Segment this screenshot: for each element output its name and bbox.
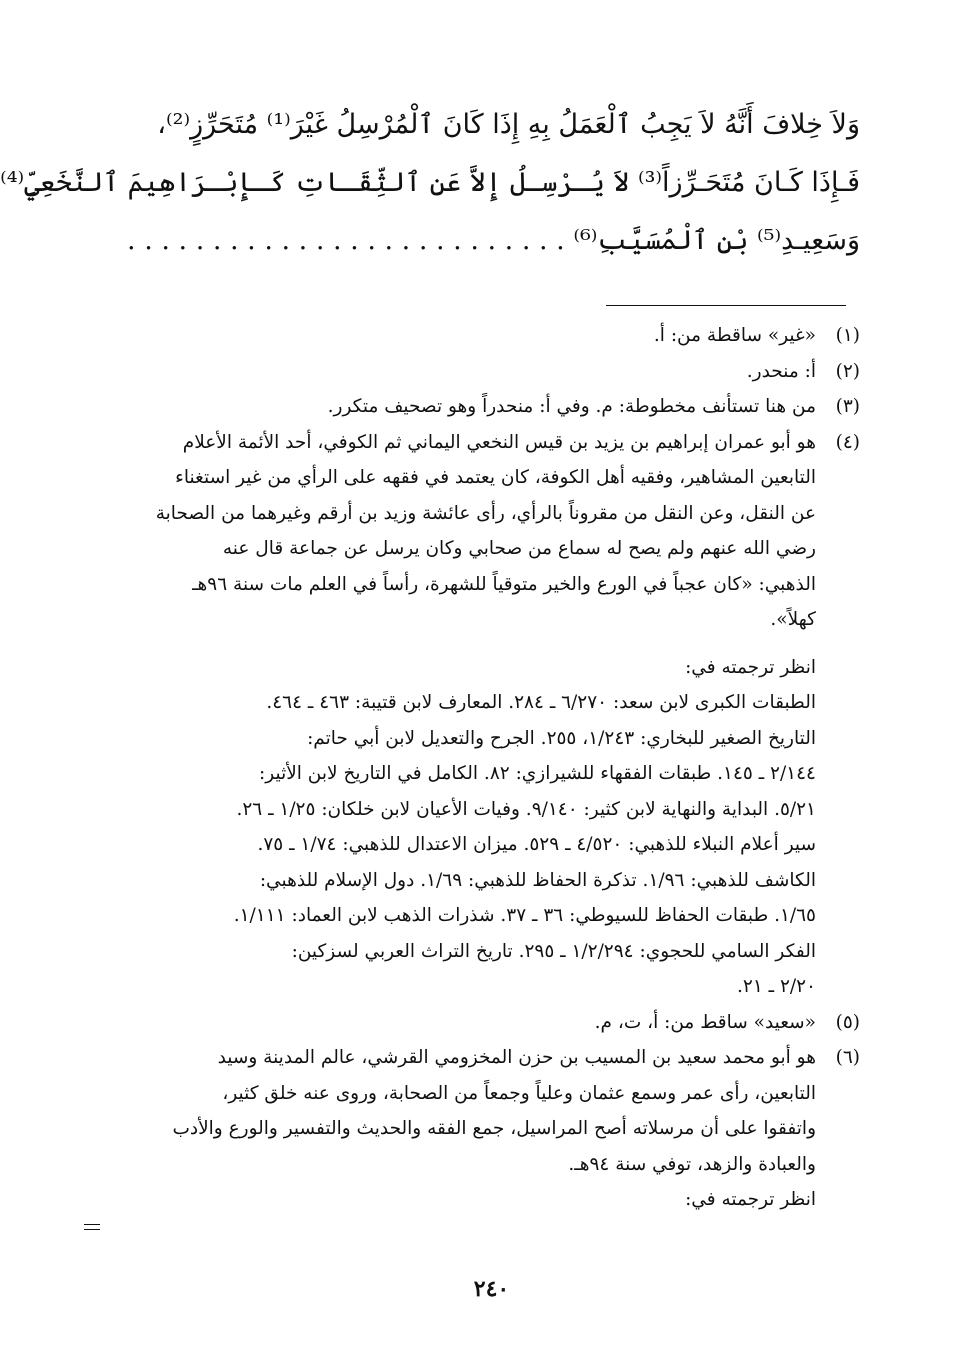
footnote-2 bbox=[112, 354, 860, 390]
references-block bbox=[112, 650, 816, 1005]
footnote-line: الذهبي: «كان عجباً في الورع والخير متوقياً للشهرة، رأساً في العلم مات سنة ٩٦هـ bbox=[192, 573, 816, 595]
footnote-body bbox=[112, 389, 816, 425]
footnote-line: واتفقوا على أن مرسلاته أصح المراسيل، جمع الفقه والحديث والتفسير والورع والأدب bbox=[172, 1118, 816, 1139]
footnote-line: التابعين المشاهير، وفقيه أهل الكوفة، كان يعتمد في فقهه على الرأي من غير استغناء bbox=[175, 467, 816, 488]
footnote-3 bbox=[112, 389, 860, 425]
footnote-line: أ: منحدر. bbox=[746, 360, 816, 382]
footnote-body bbox=[112, 1040, 816, 1218]
footnote-body bbox=[112, 1005, 816, 1041]
main-text-line: فَـإِذَا كَـانَ مُتَحَـرِّزاً⁽³⁾ لاَ يُـرْسِـلُ إِلاَّ عَنِ ٱلثِّقَـاتِ كَـإِبْـرَاهِيمَ ٱلنَّخَعِيِّ⁽⁴⁾ bbox=[0, 167, 860, 198]
main-text-line: وَسَعِيـدِ⁽⁵⁾ بْنِ ٱلْمُسَيَّبِ⁽⁶⁾ . . . . . . . . . . . . . . . . . . . . . . . . . . bbox=[127, 225, 860, 256]
footnote-1 bbox=[112, 318, 860, 354]
reference-line: ٢/٢٠ ـ ٢١. bbox=[737, 976, 816, 997]
footnote-line: «سعيد» ساقط من: أ، ت، م. bbox=[594, 1011, 816, 1033]
reference-line: ٥/٢١. البداية والنهاية لابن كثير: ٩/١٤٠. وفيات الأعيان لابن خلكان: ١/٢٥ ـ ٢٦. bbox=[236, 798, 816, 820]
footnote-number: (٦) bbox=[835, 1047, 860, 1068]
footnote-line: هو أبو محمد سعيد بن المسيب بن حزن المخزومي القرشي، عالم المدينة وسيد bbox=[217, 1047, 816, 1068]
continuation-mark bbox=[84, 1224, 100, 1234]
footnote-line: من هنا تستأنف مخطوطة: م. وفي أ: منحدراً وهو تصحيف متكرر. bbox=[327, 396, 816, 417]
main-text-block bbox=[0, 96, 860, 270]
reference-line: ٢/١٤٤ ـ ١٤٥. طبقات الفقهاء للشيرازي: ٨٢. الكامل في التاريخ لابن الأثير: bbox=[259, 763, 816, 784]
references-heading: انظر ترجمته في: bbox=[685, 1189, 816, 1210]
footnote-body bbox=[112, 318, 816, 354]
footnote-line: هو أبو عمران إبراهيم بن يزيد بن قيس النخعي اليماني ثم الكوفي، أحد الأئمة الأعلام bbox=[182, 431, 816, 453]
footnote-5 bbox=[112, 1005, 860, 1041]
main-text-line: وَلاَ خِلافَ أَنَّهُ لاَ يَجِبُ ٱلْعَمَلُ بِهِ إِذَا كَانَ ٱلْمُرْسِلُ غَيْرَ⁽¹⁾ مُتَحَرِّزٍ⁽²⁾، bbox=[157, 109, 860, 140]
footnote-number: (٥) bbox=[835, 1011, 860, 1033]
footnote-body bbox=[112, 425, 816, 1005]
footnote-line: التابعين، رأى عمر وسمع عثمان وعلياً وجمعاً من الصحابة، وروى عنه خلق كثير، bbox=[222, 1082, 816, 1104]
reference-line: سير أعلام النبلاء للذهبي: ٤/٥٢٠ ـ ٥٢٩. ميزان الاعتدال للذهبي: ١/٧٤ ـ ٧٥. bbox=[257, 834, 816, 855]
reference-line: الكاشف للذهبي: ١/٩٦. تذكرة الحفاظ للذهبي: ١/٦٩. دول الإسلام للذهبي: bbox=[259, 869, 816, 891]
footnote-line: والعبادة والزهد، توفي سنة ٩٤هـ. bbox=[568, 1153, 816, 1175]
reference-line: التاريخ الصغير للبخاري: ١/٢٤٣، ٢٥٥. الجرح والتعديل لابن أبي حاتم: bbox=[307, 727, 816, 749]
footnotes-section bbox=[112, 318, 860, 1218]
footnote-line: رضي الله عنهم ولم يصح له سماع من صحابي وكان يرسل عن جماعة قال عنه bbox=[222, 538, 816, 559]
references-heading: انظر ترجمته في: bbox=[685, 656, 816, 678]
footnote-number: (٢) bbox=[835, 360, 860, 382]
page-number: ٢٤٠ bbox=[473, 1276, 510, 1302]
footnote-separator bbox=[606, 305, 846, 306]
footnote-line: «غير» ساقطة من: أ. bbox=[653, 325, 816, 346]
footnote-number: (٣) bbox=[835, 396, 860, 417]
footnote-line: عن النقل، وعن النقل من مقروناً بالرأي، رأى عائشة وزيد بن أرقم وغيرهما من الصحابة bbox=[155, 502, 816, 524]
reference-line: الفكر السامي للحجوي: ١/٢/٢٩٤ ـ ٢٩٥. تاريخ التراث العربي لسزكين: bbox=[291, 940, 816, 962]
footnote-6 bbox=[112, 1040, 860, 1218]
reference-line: ١/٦٥. طبقات الحفاظ للسيوطي: ٣٦ ـ ٣٧. شذرات الذهب لابن العماد: ١/١١١. bbox=[233, 905, 816, 926]
footnote-number: (١) bbox=[835, 325, 860, 346]
reference-line: الطبقات الكبرى لابن سعد: ٦/٢٧٠ ـ ٢٨٤. المعارف لابن قتيبة: ٤٦٣ ـ ٤٦٤. bbox=[266, 692, 816, 713]
footnote-body bbox=[112, 354, 816, 390]
footnote-4 bbox=[112, 425, 860, 1005]
footnote-number: (٤) bbox=[835, 431, 860, 453]
footnote-line: كهلاً». bbox=[770, 609, 816, 630]
